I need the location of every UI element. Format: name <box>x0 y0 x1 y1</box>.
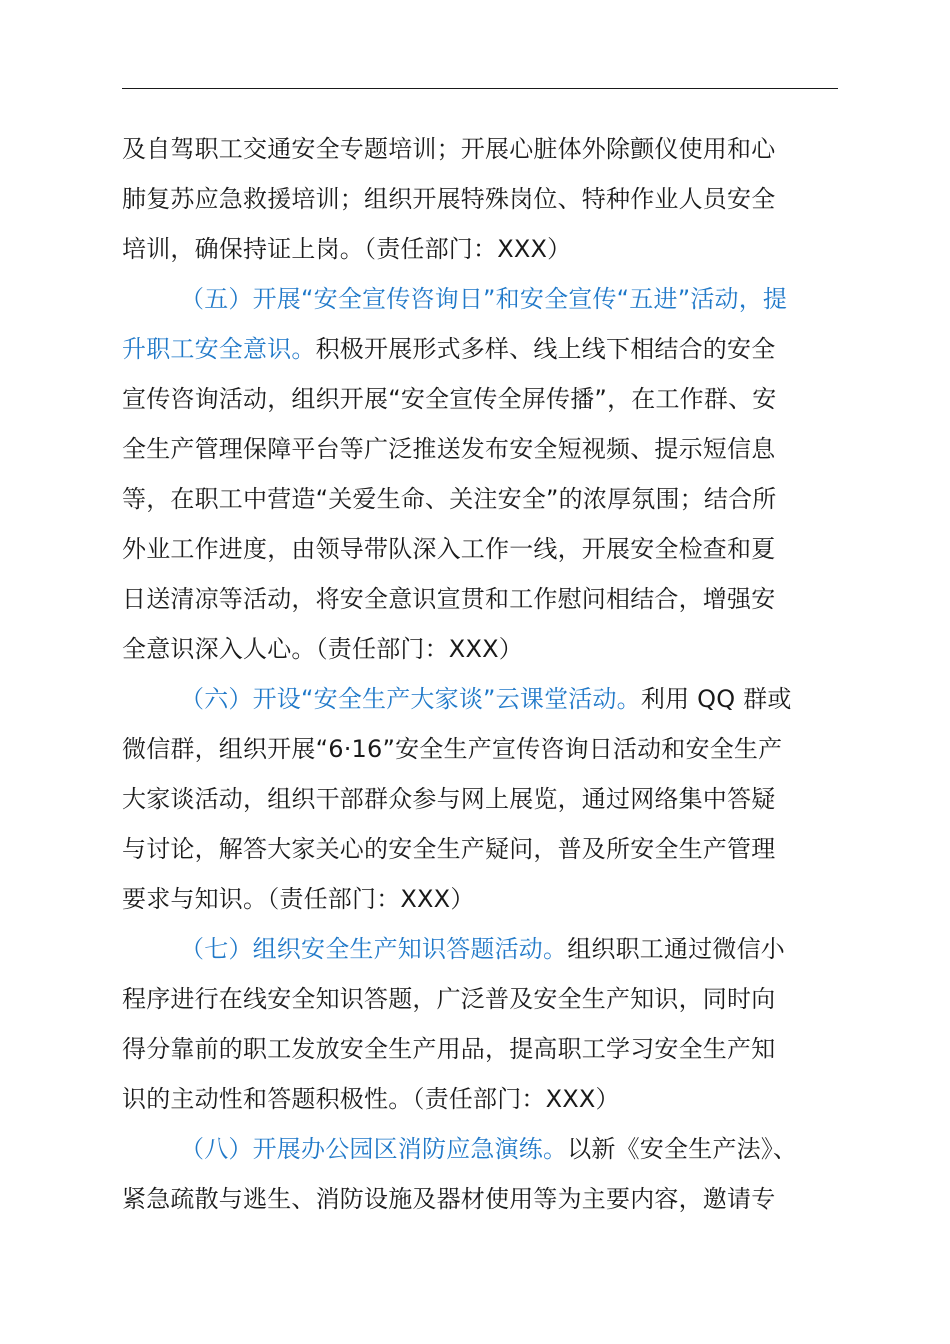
body-text: 及自驾职工交通安全专题培训；开展心脏体外除颤仪使用和心 <box>122 135 776 163</box>
text-line <box>122 124 838 174</box>
body-text: 等，在职工中营造“关爱生命、关注安全”的浓厚氛围；结合所 <box>122 485 777 513</box>
body-text: 组织职工通过微信小 <box>567 935 786 963</box>
text-line <box>122 1074 838 1124</box>
body-text: 日送清凉等活动，将安全意识宣贯和工作慰问相结合，增强安 <box>122 585 776 613</box>
text-line <box>122 524 838 574</box>
section-heading-text: 升职工安全意识。 <box>122 335 316 363</box>
text-line <box>122 974 838 1024</box>
body-text: 要求与知识。（责任部门：XXX） <box>122 885 475 913</box>
document-body <box>122 124 838 1224</box>
text-line <box>122 574 838 624</box>
section-heading-text: （八）开展办公园区消防应急演练。 <box>180 1135 568 1163</box>
text-line <box>122 1124 838 1174</box>
text-line <box>122 1024 838 1074</box>
body-text: 肺复苏应急救援培训；组织开展特殊岗位、特种作业人员安全 <box>122 185 776 213</box>
text-line <box>122 1174 838 1224</box>
text-line <box>122 274 838 324</box>
text-line <box>122 674 838 724</box>
text-line <box>122 324 838 374</box>
body-text: 微信群，组织开展“6·16”安全生产宣传咨询日活动和安全生产 <box>122 735 783 763</box>
text-line <box>122 174 838 224</box>
text-line <box>122 724 838 774</box>
text-line <box>122 374 838 424</box>
body-text: 紧急疏散与逃生、消防设施及器材使用等为主要内容，邀请专 <box>122 1185 776 1213</box>
text-line <box>122 474 838 524</box>
body-text: 与讨论，解答大家关心的安全生产疑问，普及所安全生产管理 <box>122 835 776 863</box>
body-text: 识的主动性和答题积极性。（责任部门：XXX） <box>122 1085 620 1113</box>
body-text: 积极开展形式多样、线上线下相结合的安全 <box>315 335 776 363</box>
section-heading-text: （七）组织安全生产知识答题活动。 <box>180 935 568 963</box>
body-text: 培训，确保持证上岗。（责任部门：XXX） <box>122 235 572 263</box>
text-line <box>122 424 838 474</box>
text-line <box>122 824 838 874</box>
text-line <box>122 624 838 674</box>
text-line <box>122 774 838 824</box>
body-text: 宣传咨询活动，组织开展“安全宣传全屏传播”，在工作群、安 <box>122 385 777 413</box>
body-text: 全意识深入人心。（责任部门：XXX） <box>122 635 523 663</box>
section-heading-text: （五）开展“安全宣传咨询日”和安全宣传“五进”活动，提 <box>180 285 788 313</box>
body-text: 程序进行在线安全知识答题，广泛普及安全生产知识，同时向 <box>122 985 776 1013</box>
body-text: 利用 QQ 群或 <box>640 685 792 713</box>
body-text: 以新《安全生产法》、 <box>567 1135 798 1163</box>
text-line <box>122 924 838 974</box>
body-text: 全生产管理保障平台等广泛推送发布安全短视频、提示短信息 <box>122 435 776 463</box>
text-line <box>122 224 838 274</box>
text-line <box>122 874 838 924</box>
body-text: 得分靠前的职工发放安全生产用品，提高职工学习安全生产知 <box>122 1035 776 1063</box>
header-rule <box>122 88 838 89</box>
body-text: 大家谈活动，组织干部群众参与网上展览，通过网络集中答疑 <box>122 785 776 813</box>
body-text: 外业工作进度，由领导带队深入工作一线，开展安全检查和夏 <box>122 535 776 563</box>
section-heading-text: （六）开设“安全生产大家谈”云课堂活动。 <box>180 685 641 713</box>
